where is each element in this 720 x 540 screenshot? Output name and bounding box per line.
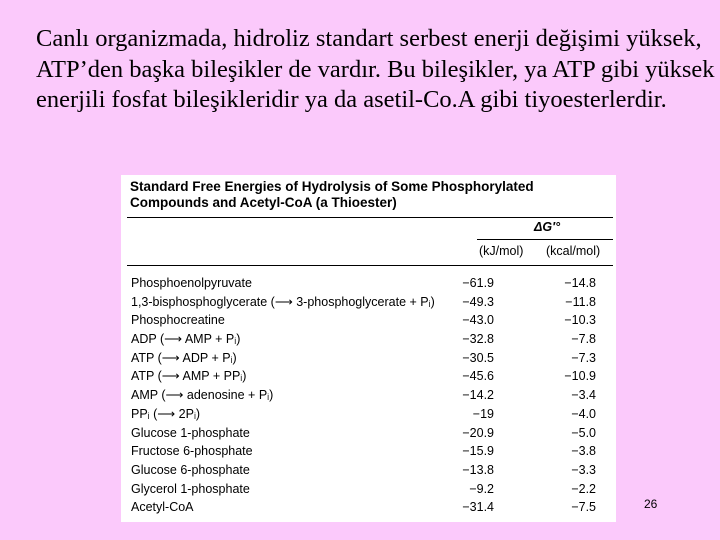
column-header-kcal: (kcal/mol) [546, 244, 601, 258]
delta-g-header: ΔG′° [534, 220, 561, 234]
compound-name: Glucose 1-phosphate [131, 425, 250, 440]
value-kcal: −10.9 [564, 369, 596, 384]
compound-name: Acetyl-CoA [131, 500, 194, 515]
value-kj: −61.9 [462, 276, 494, 290]
table-body [121, 274, 616, 517]
value-kcal: −7.8 [571, 332, 596, 347]
compound-name: 1,3-bisphosphoglycerate (⟶ 3-phosphoglycerate + Pᵢ) [131, 294, 435, 309]
table-row [121, 349, 616, 368]
table-row [121, 367, 616, 386]
compound-name: AMP (⟶ adenosine + Pᵢ) [131, 388, 274, 403]
table-top-rule [127, 217, 613, 218]
value-kcal: −7.3 [571, 350, 596, 365]
value-kj: −19 [472, 406, 494, 421]
value-kcal: −3.8 [571, 444, 596, 459]
compound-name: Glycerol 1-phosphate [131, 481, 250, 496]
value-kj: −45.6 [462, 369, 494, 384]
value-kj: −43.0 [462, 313, 494, 328]
compound-name: ATP (⟶ ADP + Pᵢ) [131, 350, 237, 365]
table-row [121, 480, 616, 499]
compound-name: PPᵢ (⟶ 2Pᵢ) [131, 406, 201, 421]
free-energy-table [121, 175, 616, 522]
table-title-line-1: Standard Free Energies of Hydrolysis of Some Phosphorylated [130, 179, 534, 194]
value-kcal: −4.0 [571, 406, 596, 421]
table-row [121, 386, 616, 405]
table-row [121, 442, 616, 461]
value-kj: −49.3 [462, 294, 494, 309]
compound-name: Phosphocreatine [131, 313, 225, 328]
value-kcal: −7.5 [571, 500, 596, 515]
value-kj: −32.8 [462, 332, 494, 347]
page-number: 26 [644, 497, 658, 511]
table-row [121, 311, 616, 330]
value-kj: −31.4 [462, 500, 494, 515]
table-title-line-2: Compounds and Acetyl-CoA (a Thioester) [130, 195, 397, 210]
value-kj: −30.5 [462, 350, 494, 365]
value-kj: −9.2 [469, 481, 494, 496]
value-kcal: −11.8 [565, 294, 596, 309]
table-row [121, 274, 616, 293]
value-kcal: −14.8 [564, 276, 596, 290]
value-kcal: −2.2 [571, 481, 596, 496]
table-row [121, 330, 616, 349]
compound-name: Phosphoenolpyruvate [131, 276, 252, 290]
compound-name: ATP (⟶ AMP + PPᵢ) [131, 369, 247, 384]
column-header-kj: (kJ/mol) [479, 244, 524, 258]
value-kcal: −10.3 [564, 313, 596, 328]
value-kj: −20.9 [462, 425, 494, 440]
value-kcal: −3.3 [571, 462, 596, 477]
table-row [121, 424, 616, 443]
value-kj: −14.2 [462, 388, 494, 403]
value-kj: −15.9 [462, 444, 494, 459]
intro-paragraph: Canlı organizmada, hidroliz standart serbest enerji değişimi yüksek, ATP’den başka bileşikler de vardır. Bu bileşikler, ya ATP gibi yüksek enerjili fosfat bileşikleridir ya da asetil-Co.A gibi tiyoesterlerdir. [36, 25, 715, 113]
value-kj: −13.8 [462, 462, 494, 477]
table-row [121, 293, 616, 312]
delta-g-rule [477, 239, 613, 240]
value-kcal: −3.4 [571, 388, 596, 403]
compound-name: ADP (⟶ AMP + Pᵢ) [131, 332, 241, 347]
table-row [121, 461, 616, 480]
table-row [121, 405, 616, 424]
compound-name: Fructose 6-phosphate [131, 444, 253, 459]
table-row [121, 498, 616, 517]
table-title [130, 179, 610, 211]
value-kcal: −5.0 [571, 425, 596, 440]
header-bottom-rule [127, 265, 613, 266]
compound-name: Glucose 6-phosphate [131, 462, 250, 477]
